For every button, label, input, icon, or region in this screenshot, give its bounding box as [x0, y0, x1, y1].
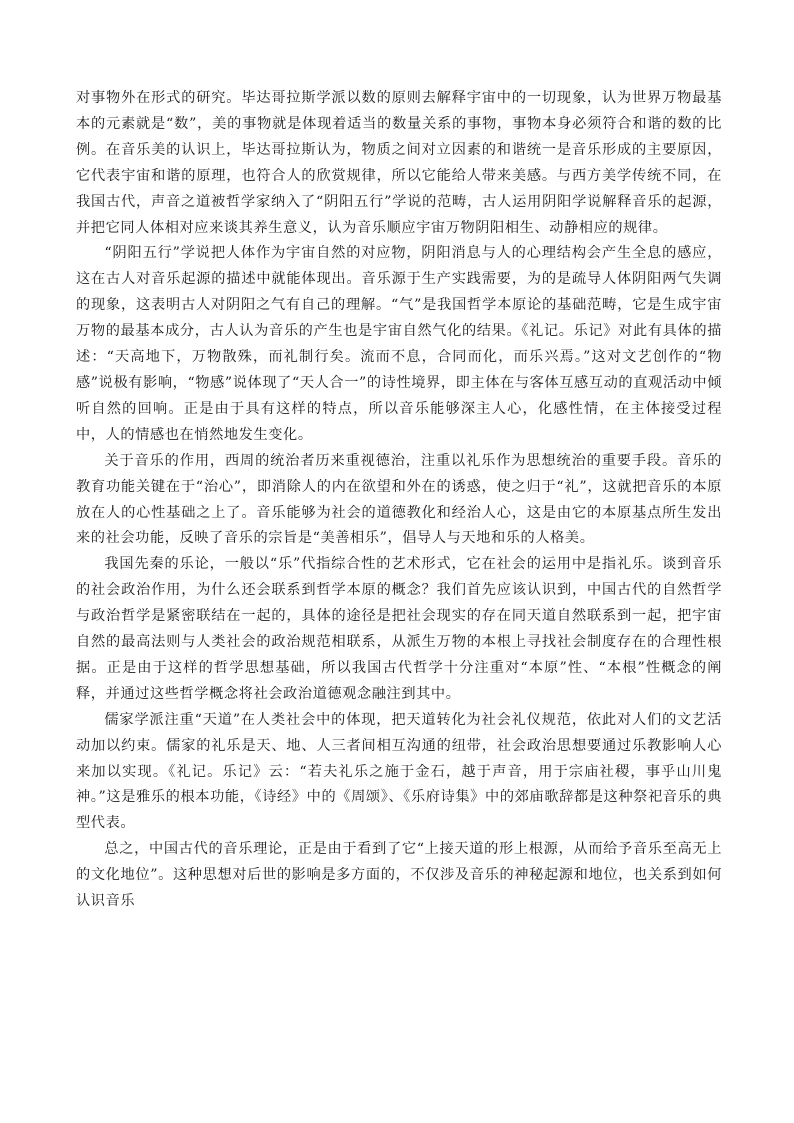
paragraph-1: 对事物外在形式的研究。毕达哥拉斯学派以数的原则去解释宇宙中的一切现象，认为世界万物最基本的元素就是“数”，美的事物就是体现着适当的数量关系的事物，事物本身必须符合和谐的数的比例。在音乐美的认识上，毕达哥拉斯认为，物质之间对立因素的和谐统一是音乐形成的主要原因，它代表宇宙和谐的原理，也符合人的欣赏规律，所以它能给人带来美感。与西方美学传统不同，在我国古代，声音之道被哲学家纳入了“阴阳五行”学说的范畴，古人运用阴阳学说解释音乐的起源，并把它同人体相对应来谈其养生意义，认为音乐顺应宇宙万物阴阳相生、动静相应的规律。	[76, 90, 722, 236]
paragraph-3: 关于音乐的作用，西周的统治者历来重视德治，注重以礼乐作为思想统治的重要手段。音乐的教育功能关键在于“治心”，即消除人的内在欲望和外在的诱惑，使之归于“礼”，这就把音乐的本原放在人的心性基础之上了。音乐能够为社会的道德教化和经治人心，这是由它的本原基点所生发出来的社会功能，反映了音乐的宗旨是“美善相乐”，倡导人与天地和乐的人格美。	[76, 452, 722, 547]
paragraph-6: 总之，中国古代的音乐理论，正是由于看到了它“上接天道的形上根源，从而给予音乐至高无上的文化地位”。这种思想对后世的影响是多方面的，不仅涉及音乐的神秘起源和地位，也关系到如何认识音乐	[76, 841, 722, 910]
paragraph-4: 我国先秦的乐论，一般以“乐”代指综合性的艺术形式，它在社会的运用中是指礼乐。谈到音乐的社会政治作用，为什么还会联系到哲学本原的概念？我们首先应该认识到，中国古代的自然哲学与政治哲学是紧密联结在一起的，具体的途径是把社会现实的存在同天道自然联系到一起，把宇宙自然的最高法则与人类社会的政治规范相联系，从派生万物的本根上寻找社会制度存在的合理性根据。正是由于这样的哲学思想基础，所以我国古代哲学十分注重对“本原”性、“本根”性概念的阐释，并通过这些哲学概念将社会政治道德观念融注到其中。	[76, 556, 722, 702]
paragraph-5: 儒家学派注重“天道”在人类社会中的体现，把天道转化为社会礼仪规范，依此对人们的文艺活动加以约束。儒家的礼乐是天、地、人三者间相互沟通的纽带，社会政治思想要通过乐教影响人心来加以实现。《礼记。乐记》云：“若夫礼乐之施于金石，越于声音，用于宗庙社稷，事乎山川鬼神。”这是雅乐的根本功能，《诗经》中的《周颂》、《乐府诗集》中的郊庙歌辞都是这种祭祀音乐的典型代表。	[76, 711, 722, 832]
document-page	[76, 86, 722, 915]
paragraph-2: “阴阳五行”学说把人体作为宇宙自然的对应物，阴阳消息与人的心理结构会产生全息的感应，这在古人对音乐起源的描述中就能体现出。音乐源于生产实践需要，为的是疏导人体阴阳两气失调的现象，这表明古人对阴阳之气有自己的理解。“气”是我国哲学本原论的基础范畴，它是生成宇宙万物的最基本成分，古人认为音乐的产生也是宇宙自然气化的结果。《礼记。乐记》对此有具体的描述：“天高地下，万物散殊，而礼制行矣。流而不息，合同而化，而乐兴焉。”这对文艺创作的“物感”说极有影响，“物感”说体现了“天人合一”的诗性境界，即主体在与客体互感互动的直观活动中倾听自然的回响。正是由于具有这样的特点，所以音乐能够深主人心，化感性情，在主体接受过程中，人的情感也在悄然地发生变化。	[76, 245, 722, 443]
